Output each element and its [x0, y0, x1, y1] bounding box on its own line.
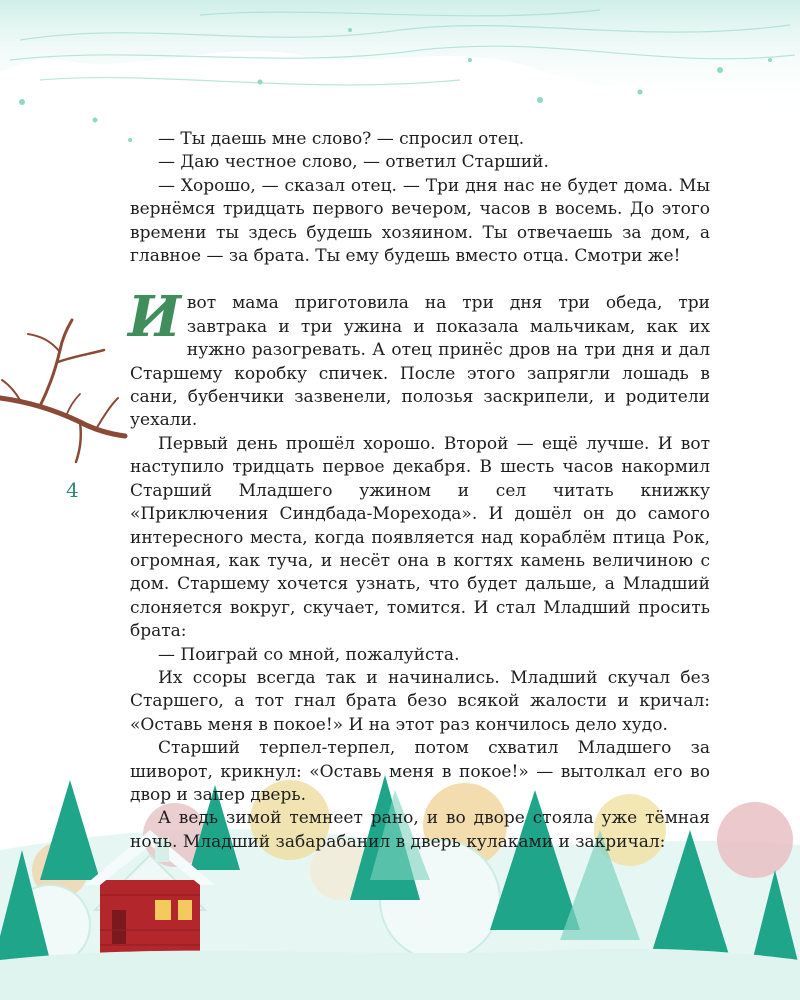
paragraph: Первый день прошёл хорошо. Второй — ещё лучше. И вот наступило тридцать первое декабря. В шесть часов накормил Старший Младшего ужином и сел читать книжку «Приключения Синдбада-Морехода». И дошёл он до самого интересного места, когда появляется над кораблём птица Рок, огромная, как туча, и несёт она в когтях камень величиною с дом. Старшему хочется узнать, что будет дальше, а Младший слоняется вокруг, скучает, томится. И стал Младший просить брата: — [130, 433, 710, 642]
paragraph: — Поиграй со мной, пожалуйста. — [158, 644, 460, 665]
paragraph: — Даю честное слово, — ответил Старший. — [158, 152, 549, 173]
paragraph: Старший терпел-терпел, потом схватил Младшего за шиворот, крикнул: «Оставь меня в покое!» — вытолкал его во двор и запер дверь. — [130, 738, 710, 805]
story-text — [130, 128, 710, 854]
paragraph: — Хорошо, — сказал отец. — Три дня нас не будет дома. Мы вернёмся тридцать первого вечером, часов в восемь. До этого времени ты здесь будешь хозяином. Ты отвечаешь за дом, а главное — за брата. Ты ему будешь вместо отца. Смотри же! — [130, 175, 710, 267]
paragraph: А ведь зимой темнеет рано, и во дворе стояла уже тёмная ночь. Младший забарабанил в дверь кулаками и закричал: — [130, 808, 710, 852]
paragraph-with-dropcap — [128, 284, 710, 432]
page-number: 4 — [66, 478, 79, 502]
paragraph: Их ссоры всегда так и начинались. Младший скучал без Старшего, а тот гнал брата безо всякой жалости и кричал: «Оставь меня в покое!» И на этот раз кончилось дело худо. — [130, 667, 710, 735]
paragraph-text: вот мама приготовила на три дня три обеда, три завтрака и три ужина и показала мальчикам, как их нужно разогревать. А отец принёс дров на три дня и дал Старшему коробку спичек. После этого запрягли лошадь в сани, бубенчики зазвенели, полозья заскрипели, и родители уехали. — [130, 293, 710, 431]
bare-branch-illustration — [0, 310, 130, 470]
drop-cap-letter: И — [128, 284, 181, 351]
paragraph: — Ты даешь мне слово? — спросил отец. — [158, 129, 525, 149]
